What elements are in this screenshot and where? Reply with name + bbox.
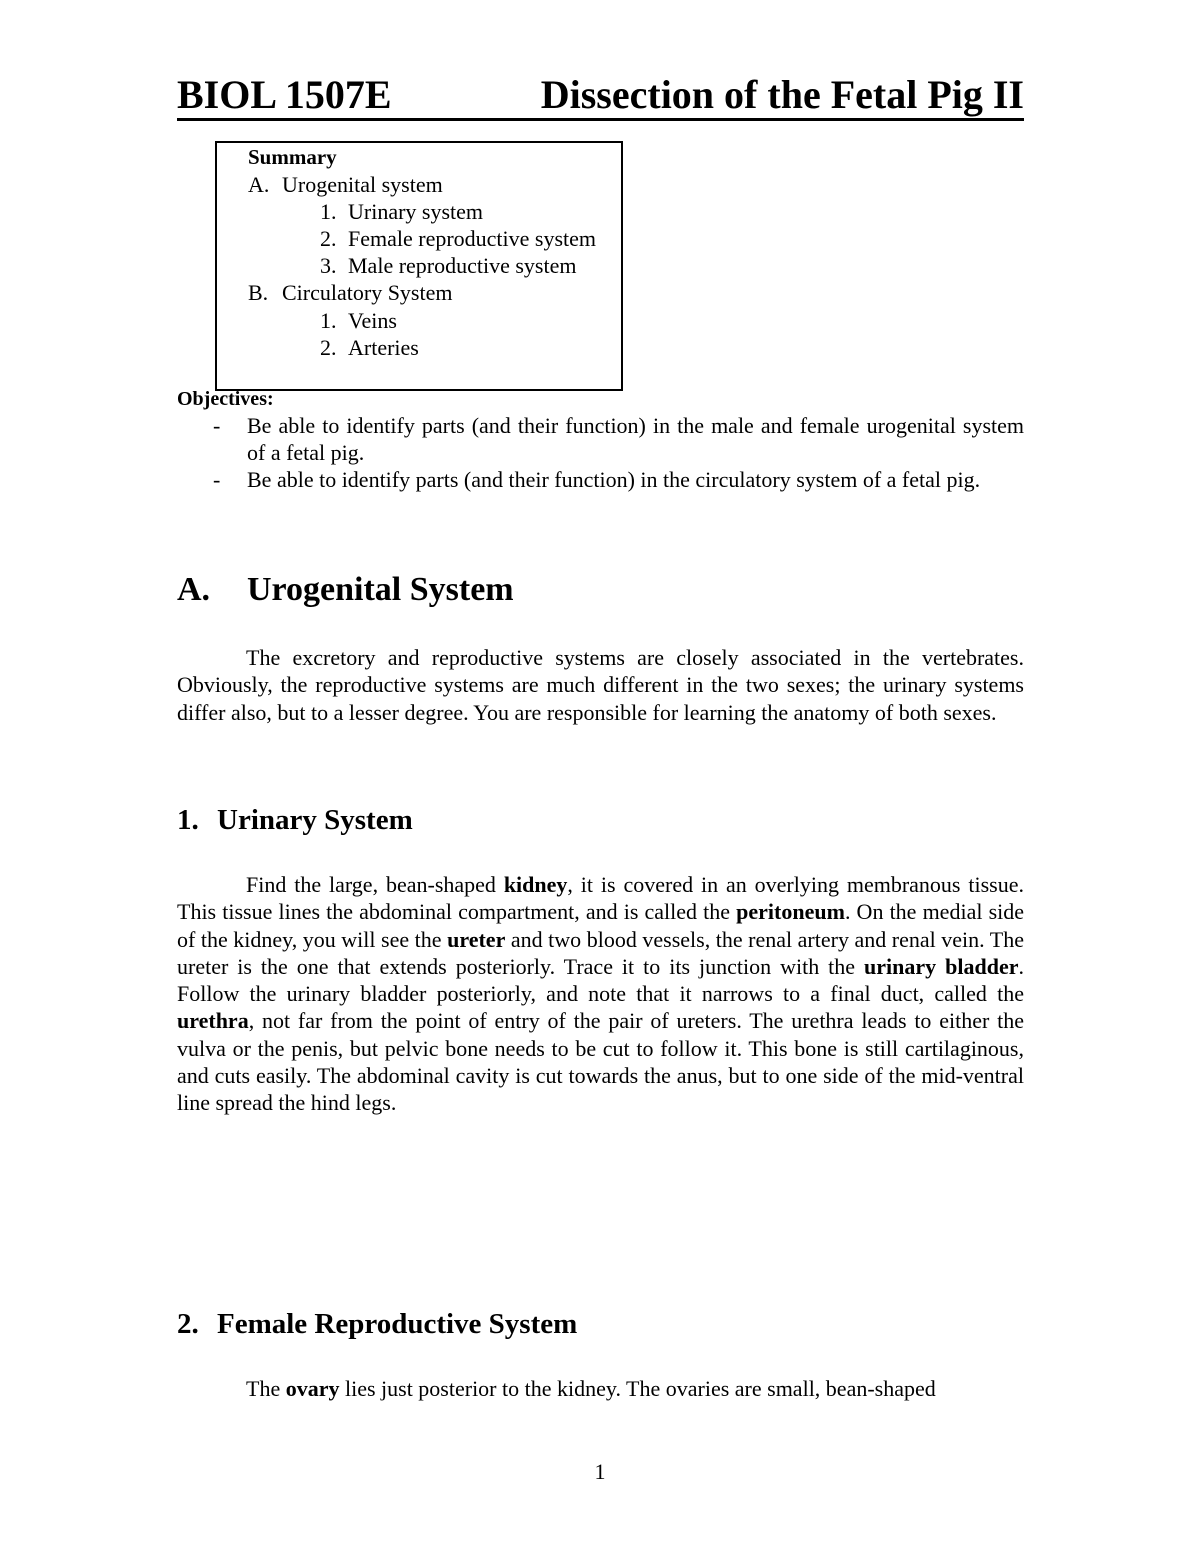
- subsection-title: Female Reproductive System: [217, 1308, 578, 1340]
- summary-label: Circulatory System: [282, 280, 453, 305]
- objective-text: Be able to identify parts (and their function) in the male and female urogenital system of a fetal pig.: [247, 413, 1024, 465]
- text-run: The: [246, 1376, 286, 1401]
- urinary-paragraph: [177, 871, 1024, 1117]
- subsection-title: Urinary System: [217, 804, 413, 836]
- summary-label: Urinary system: [348, 199, 484, 224]
- text-run: and two blood vessels, the renal artery and renal vein. The ureter is the one that extends posteriorly. Trace it to its junction with the: [177, 926, 1025, 979]
- text-run: . On the medial side of the kidney, you will see the: [177, 899, 1025, 952]
- summary-label: Urogenital system: [282, 172, 443, 197]
- summary-marker: A.: [248, 172, 270, 197]
- summary-label: Arteries: [348, 335, 419, 360]
- text-run: . Follow the urinary bladder posteriorly, and note that it narrows to a final duct, called the: [177, 953, 1024, 1007]
- summary-label: Male reproductive system: [348, 253, 577, 278]
- summary-box: [215, 141, 623, 391]
- summary-marker: 3.: [320, 253, 337, 278]
- summary-item: [320, 252, 577, 279]
- summary-label: Female reproductive system: [348, 226, 597, 251]
- term-peritoneum: peritoneum: [736, 899, 845, 925]
- page-header: [177, 72, 1024, 121]
- course-code: BIOL 1507E: [177, 72, 392, 117]
- document-title: Dissection of the Fetal Pig II: [540, 72, 1024, 117]
- subsection-number: 1.: [177, 804, 199, 836]
- female-paragraph: [177, 1375, 1024, 1402]
- term-ureter: ureter: [447, 926, 506, 952]
- section-letter: A.: [177, 571, 211, 608]
- objectives-label: Objectives:: [177, 388, 274, 410]
- page-number: 1: [594, 1459, 606, 1484]
- bullet-dash: -: [213, 467, 221, 492]
- summary-heading: Summary: [248, 145, 337, 169]
- summary-marker: 2.: [320, 335, 337, 360]
- summary-item: [320, 225, 597, 252]
- term-urethra: urethra: [177, 1008, 249, 1034]
- bullet-dash: -: [213, 413, 221, 438]
- summary-item: [248, 279, 453, 306]
- text-run: lies just posterior to the kidney. The ovaries are small, bean-shaped: [339, 1376, 936, 1401]
- text-run: Find the large, bean-shaped: [246, 872, 504, 897]
- summary-item: [320, 198, 484, 225]
- urogenital-paragraph: The excretory and reproductive systems are closely associated in the vertebrates. Obviously, the reproductive systems are much different in the two sexes; the urinary systems differ also, but to a lesser degree. You are responsible for learning the anatomy of both sexes.: [177, 645, 1024, 725]
- summary-marker: 1.: [320, 308, 337, 333]
- summary-item: [320, 334, 419, 361]
- objective-text: Be able to identify parts (and their function) in the circulatory system of a fetal pig.: [247, 467, 981, 492]
- section-title: Urogenital System: [247, 571, 514, 608]
- text-run: , it is covered in an overlying membranous tissue. This tissue lines the abdominal compartment, and is called the: [177, 872, 1024, 925]
- summary-marker: 1.: [320, 199, 337, 224]
- summary-item: [320, 307, 397, 334]
- summary-label: Veins: [348, 308, 397, 333]
- subsection-number: 2.: [177, 1308, 199, 1340]
- summary-marker: B.: [248, 280, 269, 305]
- text-run: , not far from the point of entry of the pair of ureters. The urethra leads to either the vulva or the penis, but pelvic bone needs to be cut to follow it. This bone is still cartilaginous, and cuts easily. The abdominal cavity is cut towards the anus, but to one side of the mid-ventral line spread the hind legs.: [177, 1008, 1024, 1116]
- term-kidney: kidney: [503, 872, 568, 897]
- summary-item: [248, 171, 443, 198]
- term-ovary: ovary: [285, 1376, 340, 1401]
- term-urinary-bladder: urinary bladder: [864, 953, 1019, 979]
- summary-marker: 2.: [320, 226, 337, 251]
